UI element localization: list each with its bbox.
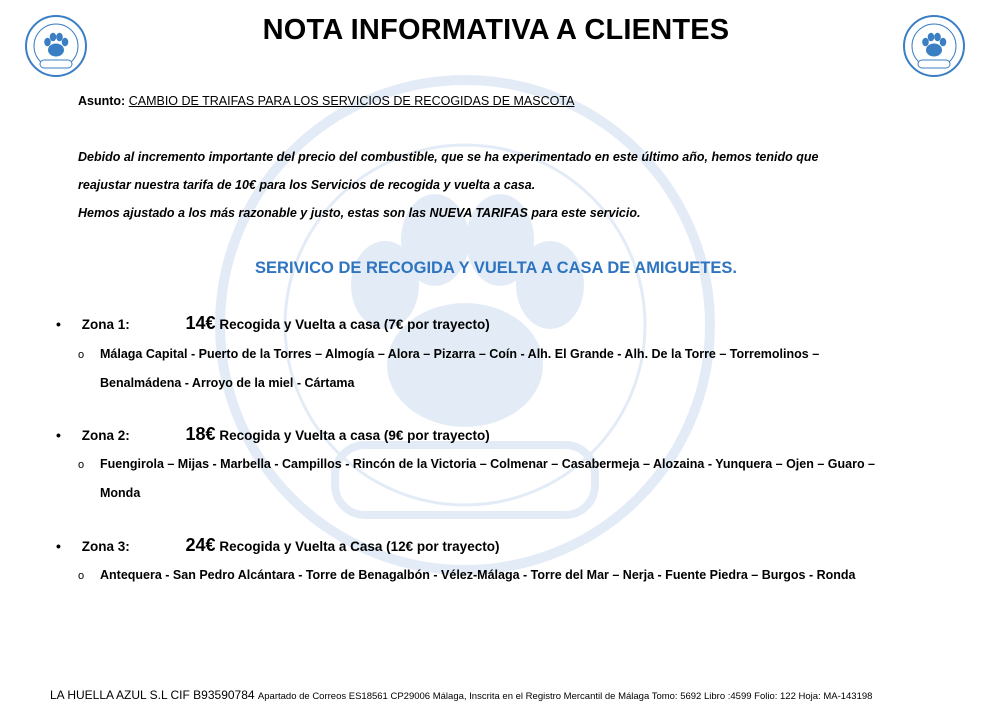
zone-description: Recogida y Vuelta a Casa (12€ por trayecto): [219, 539, 500, 554]
body-line-1: Debido al incremento importante del precio del combustible, que se ha experimentado en este último año, hemos tenido que: [78, 150, 819, 164]
places-line: Málaga Capital - Puerto de la Torres – Almogía – Alora – Pizarra – Coín - Alh. El Grande - Alh. De la Torre – Torremolinos –: [100, 347, 820, 361]
zone-name: Zona 2:: [81, 428, 130, 443]
bullet-icon: •: [56, 538, 61, 554]
section-title: SERIVICO DE RECOGIDA Y VUELTA A CASA DE AMIGUETES.: [255, 259, 737, 277]
sub-bullet-icon: o: [78, 349, 85, 361]
page-title: NOTA INFORMATIVA A CLIENTES: [262, 14, 730, 46]
zone-2-heading: [56, 424, 490, 445]
sub-bullet-icon: o: [78, 459, 85, 471]
zone-1-heading: [56, 313, 490, 334]
places-line: Benalmádena - Arroyo de la miel - Cártama: [100, 376, 355, 390]
subject-line: [78, 94, 574, 108]
zone-price: 14€: [185, 313, 216, 333]
zone-price: 24€: [185, 535, 216, 555]
bullet-icon: •: [56, 427, 61, 443]
subject-label: Asunto:: [78, 94, 126, 108]
body-line-3: Hemos ajustado a los más razonable y justo, estas son las NUEVA TARIFAS para este servicio.: [78, 206, 641, 220]
zone-name: Zona 3:: [81, 539, 130, 554]
bullet-icon: •: [56, 316, 61, 332]
footer-details: Apartado de Correos ES18561 CP29006 Málaga, Inscrita en el Registro Mercantil de Málaga Tomo: 5692 Libro :4599 Folio: 122 Hoja: MA-143198: [257, 691, 873, 702]
places-line: Fuengirola – Mijas - Marbella - Campillos - Rincón de la Victoria – Colmenar – Casabermeja – Alozaina - Yunquera – Ojen – Guaro –: [100, 457, 875, 471]
zone-price: 18€: [185, 424, 216, 444]
footer: [50, 688, 872, 702]
places-line: Monda: [100, 486, 141, 500]
sub-bullet-icon: o: [78, 570, 85, 582]
zone-3-places: [78, 561, 938, 590]
zone-name: Zona 1:: [81, 317, 130, 332]
zone-3-heading: [56, 535, 499, 556]
zone-2-places: [78, 450, 938, 507]
zone-description: Recogida y Vuelta a casa (7€ por trayecto): [219, 317, 490, 332]
zone-1-places: [78, 340, 938, 397]
places-line: Antequera - San Pedro Alcántara - Torre de Benagalbón - Vélez-Málaga - Torre del Mar – Nerja - Fuente Piedra – Burgos - Ronda: [100, 568, 856, 582]
zone-description: Recogida y Vuelta a casa (9€ por trayecto): [219, 428, 490, 443]
body-line-2: reajustar nuestra tarifa de 10€ para los Servicios de recogida y vuelta a casa.: [78, 178, 536, 192]
footer-company: LA HUELLA AZUL S.L CIF B93590784: [50, 688, 255, 702]
subject-text: CAMBIO DE TRAIFAS PARA LOS SERVICIOS DE RECOGIDAS DE MASCOTA: [128, 94, 575, 108]
